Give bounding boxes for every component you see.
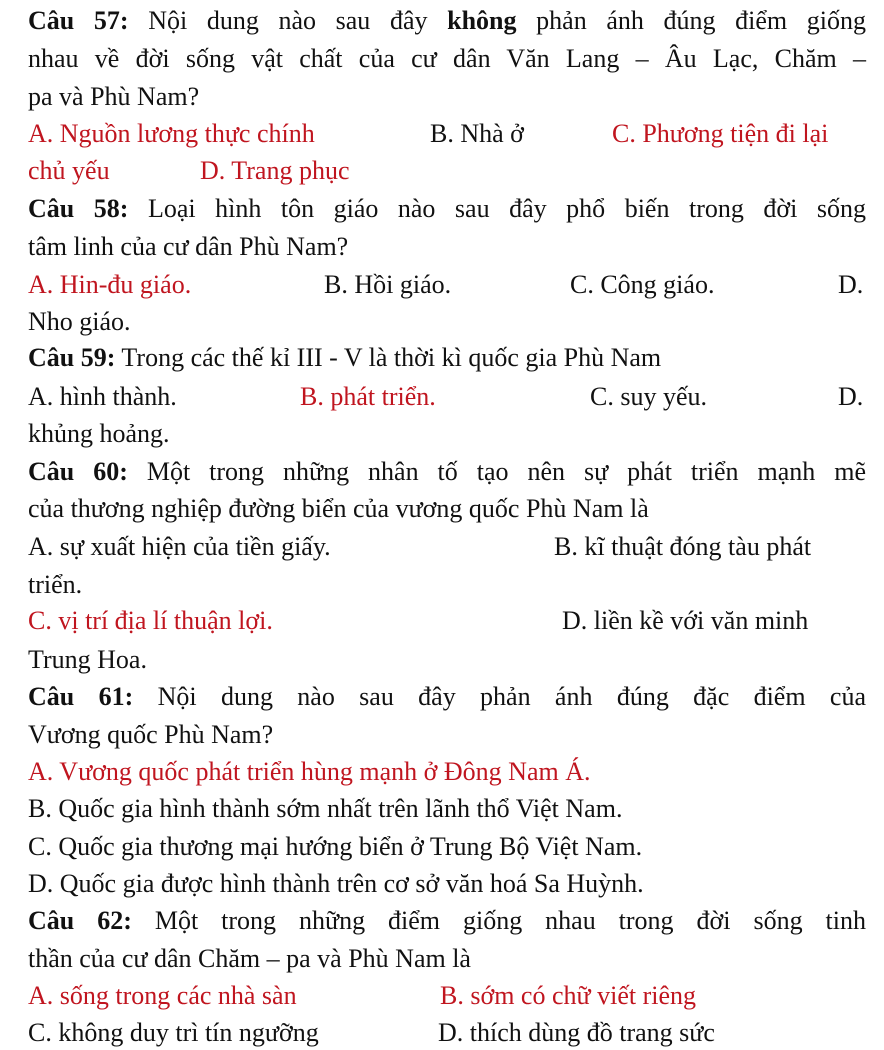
q60-option-b[interactable]: B. kĩ thuật đóng tàu phát bbox=[554, 532, 812, 561]
q61-option-d[interactable]: D. Quốc gia được hình thành trên cơ sở văn hoá Sa Huỳnh. bbox=[28, 869, 644, 898]
q60-line-1: Câu 60: Một trong những nhân tố tạo nên sự phát triển mạnh mẽ bbox=[28, 457, 867, 486]
q59-line-1: Câu 59: Trong các thế kỉ III - V là thời kì quốc gia Phù Nam bbox=[28, 343, 662, 372]
q57-number: Câu 57: bbox=[28, 6, 129, 35]
q59-option-a[interactable]: A. hình thành. bbox=[28, 382, 177, 411]
q61-line-2: Vương quốc Phù Nam? bbox=[28, 720, 274, 749]
q57-option-b[interactable]: B. Nhà ở bbox=[430, 119, 524, 148]
q59-option-d[interactable]: D. bbox=[838, 382, 864, 411]
q59-option-d-continued: khủng hoảng. bbox=[28, 419, 170, 448]
q62-option-c[interactable]: C. không duy trì tín ngưỡng bbox=[28, 1018, 319, 1047]
q62-line-2: thần của cư dân Chăm – pa và Phù Nam là bbox=[28, 944, 471, 973]
q60-option-c[interactable]: C. vị trí địa lí thuận lợi. bbox=[28, 606, 273, 635]
q57-line-3: pa và Phù Nam? bbox=[28, 82, 200, 111]
q60-option-d[interactable]: D. liền kề với văn minh bbox=[562, 606, 809, 635]
q62-number: Câu 62: bbox=[28, 906, 132, 935]
q58-option-d-continued: Nho giáo. bbox=[28, 307, 131, 336]
q57-option-c[interactable]: C. Phương tiện đi lại bbox=[612, 119, 829, 148]
q57-line-1: Câu 57: Nội dung nào sau đây không phản ánh đúng điểm giống bbox=[28, 6, 866, 35]
q61-option-b[interactable]: B. Quốc gia hình thành sớm nhất trên lãnh thổ Việt Nam. bbox=[28, 794, 623, 823]
q57-option-c-continued: chủ yếu bbox=[28, 156, 110, 185]
q62-line-1: Câu 62: Một trong những điểm giống nhau trong đời sống tinh bbox=[28, 906, 866, 935]
q60-line-2: của thương nghiệp đường biển của vương quốc Phù Nam là bbox=[28, 494, 649, 523]
q61-option-a[interactable]: A. Vương quốc phát triển hùng mạnh ở Đông Nam Á. bbox=[28, 757, 591, 786]
q62-option-d[interactable]: D. thích dùng đồ trang sức bbox=[438, 1018, 715, 1047]
q57-option-a[interactable]: A. Nguồn lương thực chính bbox=[28, 119, 315, 148]
q58-line-2: tâm linh của cư dân Phù Nam? bbox=[28, 232, 349, 261]
q58-option-a[interactable]: A. Hin-đu giáo. bbox=[28, 270, 192, 299]
q60-option-a[interactable]: A. sự xuất hiện của tiền giấy. bbox=[28, 532, 331, 561]
q62-option-a[interactable]: A. sống trong các nhà sàn bbox=[28, 981, 297, 1010]
q60-option-b-continued: triển. bbox=[28, 570, 83, 599]
q61-number: Câu 61: bbox=[28, 682, 134, 711]
q62-option-b[interactable]: B. sớm có chữ viết riêng bbox=[440, 981, 697, 1010]
q58-option-c[interactable]: C. Công giáo. bbox=[570, 270, 715, 299]
q60-option-d-continued: Trung Hoa. bbox=[28, 645, 147, 674]
q58-option-d[interactable]: D. bbox=[838, 270, 864, 299]
q60-number: Câu 60: bbox=[28, 457, 128, 486]
q61-line-1: Câu 61: Nội dung nào sau đây phản ánh đúng đặc điểm của bbox=[28, 682, 866, 711]
q61-option-c[interactable]: C. Quốc gia thương mại hướng biển ở Trung Bộ Việt Nam. bbox=[28, 832, 643, 861]
q58-option-b[interactable]: B. Hồi giáo. bbox=[324, 270, 452, 299]
q59-option-b[interactable]: B. phát triển. bbox=[300, 382, 436, 411]
q58-line-1: Câu 58: Loại hình tôn giáo nào sau đây phổ biến trong đời sống bbox=[28, 194, 866, 223]
q57-emphasis: không bbox=[447, 6, 517, 35]
q59-number: Câu 59: bbox=[28, 343, 116, 372]
q57-line-2: nhau về đời sống vật chất của cư dân Văn Lang – Âu Lạc, Chăm – bbox=[28, 44, 866, 73]
q59-option-c[interactable]: C. suy yếu. bbox=[590, 382, 707, 411]
q57-option-d[interactable]: D. Trang phục bbox=[200, 156, 350, 185]
q58-number: Câu 58: bbox=[28, 194, 129, 223]
